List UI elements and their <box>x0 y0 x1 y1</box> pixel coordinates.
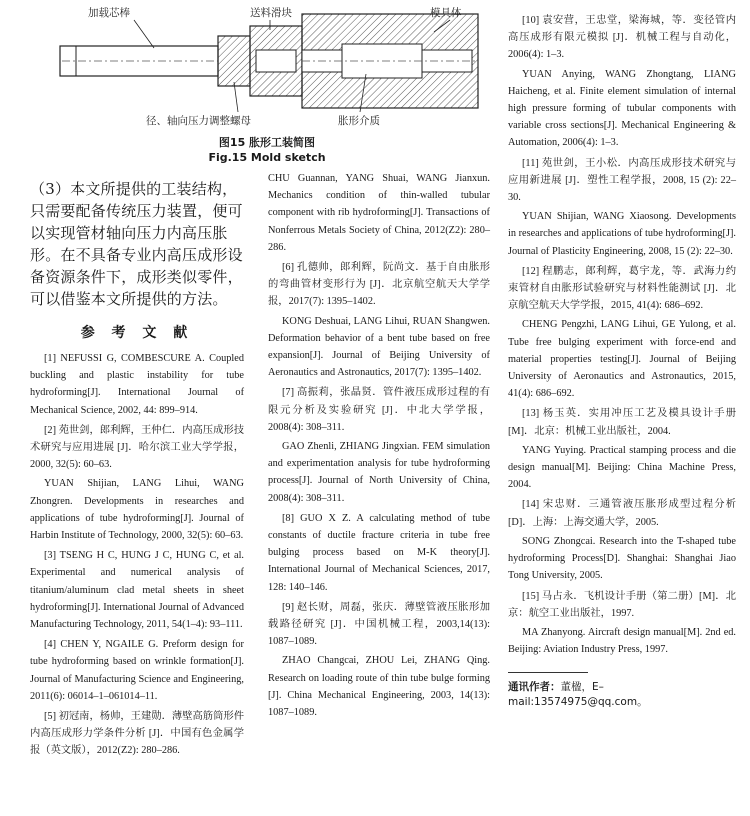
reference-r11 <box>508 155 736 260</box>
reference-entry: [15] 马占永．飞机设计手册（第二册）[M]．北京：航空工业出版社，1997. <box>508 590 736 619</box>
reference-translation: YUAN Anying, WANG Zhongtang, LIANG Haicheng, et al. Finite element simulation of internal high pressure forming of tubular components with variable cross sections[J]. Mechanical Engineering & Automation, 2006(4): 1–3. <box>508 68 736 149</box>
reference-r7 <box>268 384 490 506</box>
reference-translation: KONG Deshuai, LANG Lihui, RUAN Shangwen. Deformation behavior of a bent tube based on free expansion[J]. Journal of Beijing University of Aeronautics and Astronautics, 2017(7): 1395–1402. <box>268 315 490 379</box>
reference-entry: [2] 苑世剑，郎利辉，王仲仁．内高压成形技术研究与应用进展 [J]．哈尔滨工业大学学报，2000, 32(5): 60–63. <box>30 424 244 471</box>
adjust-nut <box>218 36 250 86</box>
mold-sketch-figure <box>42 0 492 170</box>
column-3 <box>508 12 736 709</box>
figure-caption-cn: 图15 胀形工装简图 <box>218 136 316 149</box>
reference-translation: YUAN Shijian, WANG Xiaosong. Developments in researches and applications of tube hydroforming[J]. Journal of Plasticity Engineering, 2008, 15 (2): 22–30. <box>508 211 736 257</box>
footnote-text: 董楹，E–mail:13574975@qq.com。 <box>508 681 648 709</box>
reference-r15 <box>508 588 736 659</box>
figure-caption-en: Fig.15 Mold sketch <box>208 151 326 164</box>
reference-r10 <box>508 12 736 152</box>
reference-r4 <box>30 636 244 705</box>
reference-r5 <box>30 708 244 760</box>
reference-entry: [4] CHEN Y, NGAILE G. Preform design for tube hydroforming based on wrinkle formation[J]. Journal of Manufacturing Science and Engineering, 2011(6): 06014–1–061014–11. <box>30 639 244 702</box>
label-slider: 送料滑块 <box>250 7 292 19</box>
references-list-1 <box>30 350 244 760</box>
reference-translation: YANG Yuying. Practical stamping process and die design manual[M]. Beijing: China Machine Press, 2004. <box>508 444 736 491</box>
reference-r12 <box>508 263 736 403</box>
reference-r3 <box>30 547 244 633</box>
reference-entry: [14] 宋忠财．三通管液压胀形成型过程分析 [D]．上海：上海交通大学，2005. <box>508 499 736 528</box>
reference-entry: [6] 孔德帅，郎利辉，阮尚文．基于自由胀形的弯曲管材变形行为 [J]．北京航空航天大学学报，2017(7): 1395–1402. <box>268 262 490 308</box>
mold-sketch-drawing <box>42 0 492 132</box>
intro-paragraph: （3）本文所提供的工装结构，只需要配备传统压力装置，便可以实现管材轴向压力内高压胀形。在不具备专业内高压成形设备资源条件下，成形类似零件，可以借鉴本文所提供的方法。 <box>30 180 243 308</box>
reference-entry: [13] 杨玉英．实用冲压工艺及模具设计手册 [M]．北京：机械工业出版社，2004. <box>508 408 736 437</box>
column-2 <box>268 170 490 724</box>
column-1 <box>30 178 244 763</box>
reference-r9 <box>268 599 490 721</box>
reference-r2 <box>30 422 244 544</box>
reference-entry: [11] 苑世剑，王小松．内高压成形技术研究与应用新进展 [J]．塑性工程学报，2008, 15 (2): 22–30. <box>508 157 736 204</box>
reference-entry: [5] 初冠南，杨帅，王建勋．薄壁高筋筒形件内高压成形力学条件分析 [J]．中国有色金属学报（英文版），2012(Z2): 280–286. <box>30 711 244 757</box>
reference-entry: [7] 高振莉，张晶贤．管件液压成形过程的有限元分析及实验研究 [J]．中北大学学报，2008(4): 308–311. <box>268 387 490 433</box>
corresponding-author-note <box>508 679 736 709</box>
label-nut: 径、轴向压力调整螺母 <box>146 115 251 127</box>
reference-translation: YUAN Shijian, LANG Lihui, WANG Zhongren. Developments in researches and applications of tube hydroforming[J]. Journal of Harbin Institute of Technology, 2000, 32(5): 60–63. <box>30 478 244 542</box>
reference-r14 <box>508 496 736 584</box>
reference-entry: [12] 程鹏志，郎利辉，葛宇龙，等．武海力约束管材自由胀形试验研究与材料性能测试 [J]．北京航空航天大学学报，2015, 41(4): 686–692. <box>508 265 736 312</box>
reference-entry: [9] 赵长财，周磊，张庆．薄壁管液压胀形加载路径研究 [J]．中国机械工程，2003,14(13): 1087–1089. <box>268 601 490 648</box>
label-medium: 胀形介质 <box>338 115 380 127</box>
reference-translation: CHENG Pengzhi, LANG Lihui, GE Yulong, et al. Tube free bulging experiment with force-end and material properties testing[J]. Journal of Beijing University of Aeronautics and Astronautics, 2015, 41(4): 686–692. <box>508 319 736 400</box>
footnote-rule <box>508 672 588 673</box>
label-die: 模具体 <box>430 7 462 19</box>
reference-entry: [1] NEFUSSI G, COMBESCURE A. Coupled buckling and plastic instability for tube hydroforming[J]. International Journal of Mechanical Science, 2002, 44: 899–914. <box>30 353 244 416</box>
reference-r13 <box>508 405 736 493</box>
reference-translation: ZHAO Changcai, ZHOU Lei, ZHANG Qing. Research on loading route of thin tube bulge forming [J]. China Mechanical Engineering, 2003, 14(13): 1087–1089. <box>268 655 490 719</box>
reference-translation: SONG Zhongcai. Research into the T-shaped tube hydroforming Process[D]. Shanghai: Shanghai Jiao Tong University, 2005. <box>508 535 736 582</box>
reference-translation: MA Zhanyong. Aircraft design manual[M]. 2nd ed. Beijing: Aviation Industry Press, 1997. <box>508 626 736 656</box>
reference-entry: [10] 袁安营，王忠堂，梁海城，等．变径管内高压成形有限元模拟 [J]．机械工程与自动化，2006(4): 1–3. <box>508 15 736 61</box>
references-list-3 <box>508 12 736 658</box>
references-list-2 <box>268 170 490 721</box>
reference-entry: [3] TSENG H C, HUNG J C, HUNG C, et al. Experimental and numerical analysis of titanium/aluminum clad metal sheets in sheet hydroforming[J]. International Journal of Advanced Manufacturing Technology, 2011, 54(1–4): 93–111. <box>30 550 244 631</box>
reference-entry: [8] GUO X Z. A calculating method of tube constants of ductile fracture criteria in tube free bulging process based on M-K theory[J]. International Journal of Mechanical Sciences, 2017, 128: 140–146. <box>268 512 490 593</box>
reference-r8 <box>268 510 490 596</box>
footnote-label: 通讯作者： <box>508 681 561 694</box>
reference-translation: CHU Guannan, YANG Shuai, WANG Jianxun. Mechanics condition of thin-walled tubular component with rib hydroforming[J]. Transactions of Nonferrous Metals Society of China, 2012(Z2): 280–286. <box>268 173 490 253</box>
reference-r6 <box>268 259 490 381</box>
reference-r1 <box>30 350 244 419</box>
label-core: 加载芯棒 <box>88 7 130 19</box>
references-heading: 参 考 文 献 <box>80 325 194 341</box>
reference-r5-continued <box>268 170 490 256</box>
reference-translation: GAO Zhenli, ZHIANG Jingxian. FEM simulation and experimentation analysis for tube hydroforming process[J]. Journal of North University of China, 2008(4): 308–311. <box>268 441 490 504</box>
